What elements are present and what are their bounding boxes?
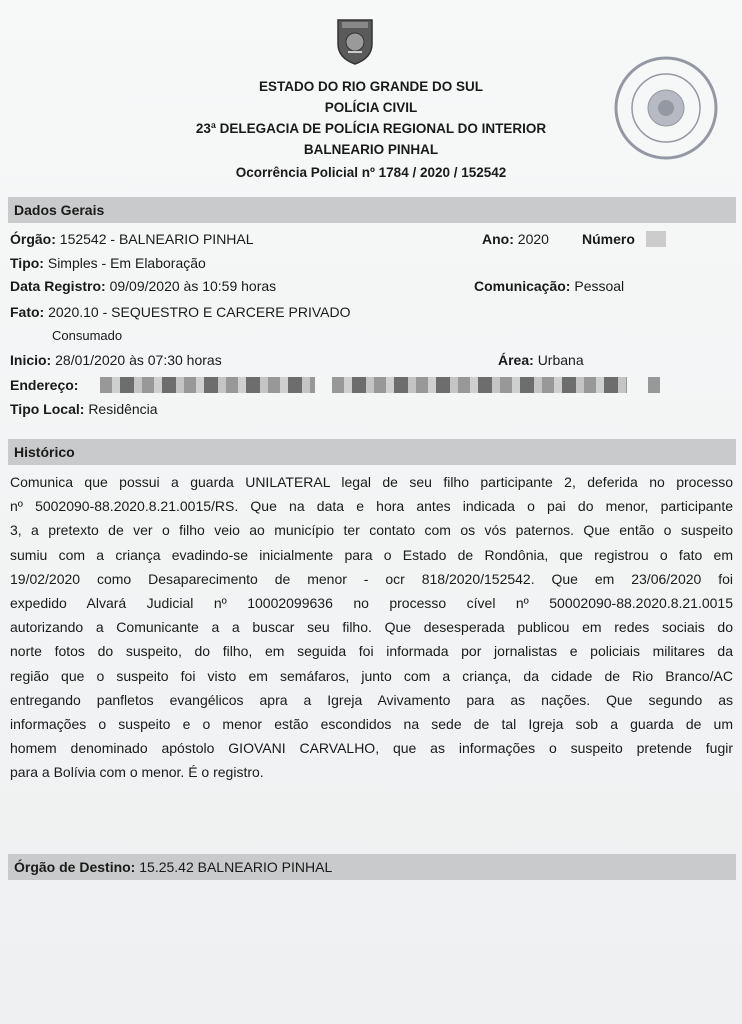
redacted-address-part2 xyxy=(332,377,627,393)
field-endereco xyxy=(10,376,78,394)
historico-line: 3, a pretexto de ver o filho veio ao município ter contato com os vós paternos. Que então o suspeito xyxy=(10,522,733,539)
numero-label: Número xyxy=(582,231,635,247)
field-area xyxy=(498,351,584,369)
fato-label: Fato: xyxy=(10,304,45,320)
tipo-local-value: Residência xyxy=(88,401,158,417)
orgao-label: Órgão: xyxy=(10,231,56,247)
historico-line: homem denominado apóstolo GIOVANI CARVALHO, que as informações o suspeito pretende fugir xyxy=(10,740,733,757)
area-label: Área: xyxy=(498,352,534,368)
field-numero xyxy=(582,230,635,248)
historico-line: entregando panfletos evangélicos apra a Igreja Avivamento para as nações. Que segundo as xyxy=(10,691,733,708)
destino-value: 15.25.42 BALNEARIO PINHAL xyxy=(139,859,333,875)
historico-line: expedido Alvará Judicial nº 10002099636 no processo cível nº 50002090-88.2020.8.21.0015 xyxy=(10,595,733,612)
occurrence-number: Ocorrência Policial nº 1784 / 2020 / 152542 xyxy=(235,165,507,180)
inicio-label: Inicio: xyxy=(10,352,52,368)
historico-line: Comunica que possui a guarda UNILATERAL legal de seu filho participante 2, deferida no processo xyxy=(10,474,733,490)
historico-line: sumiu com a criança evadindo-se inicialmente para o Estado de Rondônia, que registrou o fato em xyxy=(10,546,733,563)
header-city: BALNEARIO PINHAL xyxy=(303,142,439,157)
orgao-value: 152542 - BALNEARIO PINHAL xyxy=(59,231,254,247)
historico-line: 19/02/2020 como Desaparecimento de menor - ocr 818/2020/152542. Que em 23/06/2020 foi xyxy=(10,570,733,587)
redacted-numero xyxy=(646,231,666,247)
data-registro-value: 09/09/2020 às 10:59 horas xyxy=(109,278,277,294)
historico-line: para a Bolívia com o menor. É o registro. xyxy=(10,764,264,781)
police-crest-icon xyxy=(334,16,376,66)
field-comunicacao xyxy=(474,277,624,295)
comunicacao-value: Pessoal xyxy=(574,278,625,294)
historico-line: nº 5002090-88.2020.8.21.0015/RS. Que na data e hora antes indicada o pai do menor, participante xyxy=(10,498,733,515)
destino-label: Órgão de Destino: xyxy=(14,859,136,875)
historico-line: norte fotos do suspeito, do filho, em seguida foi informada por jornalistas e policiais militares da xyxy=(10,643,733,660)
area-value: Urbana xyxy=(537,352,584,368)
ano-label: Ano: xyxy=(482,231,514,247)
section-historico: Histórico xyxy=(8,439,736,465)
field-fato xyxy=(10,303,351,321)
tipo-value: Simples - Em Elaboração xyxy=(47,255,206,271)
tipo-label: Tipo: xyxy=(10,255,44,271)
field-tipo xyxy=(10,254,206,272)
header-state: ESTADO DO RIO GRANDE DO SUL xyxy=(258,79,483,94)
section-dados-gerais: Dados Gerais xyxy=(8,197,736,223)
field-tipo-local xyxy=(10,400,158,418)
data-registro-label: Data Registro: xyxy=(10,278,106,294)
historico-line: autorizando a Comunicante a a buscar seu filho. Que desesperada publicou em redes sociais do xyxy=(10,619,733,636)
field-ano xyxy=(482,230,549,248)
historico-line: informações o suspeito e o menor estão escondidos na sede de tal Igreja sob a guarda de um xyxy=(10,716,733,733)
ano-value: 2020 xyxy=(517,231,549,247)
redacted-address-part1 xyxy=(100,377,315,393)
tipo-local-label: Tipo Local: xyxy=(10,401,85,417)
fato-value: 2020.10 - SEQUESTRO E CARCERE PRIVADO xyxy=(48,304,351,320)
historico-line: região que o suspeito foi visto em semáfaros, junto com a criança, da cidade de Rio Branco/AC xyxy=(10,667,733,684)
historico-text xyxy=(10,470,733,785)
field-inicio xyxy=(10,351,222,369)
document-header xyxy=(0,76,742,160)
fato-status: Consumado xyxy=(52,328,123,343)
comunicacao-label: Comunicação: xyxy=(474,278,571,294)
endereco-label: Endereço: xyxy=(10,377,79,393)
inicio-value: 28/01/2020 às 07:30 horas xyxy=(55,352,222,368)
header-delegacy: 23ª DELEGACIA DE POLÍCIA REGIONAL DO INTERIOR xyxy=(195,121,547,136)
redacted-address-part3 xyxy=(648,377,660,393)
header-agency: POLÍCIA CIVIL xyxy=(324,100,418,115)
field-data-registro xyxy=(10,277,276,295)
section-orgao-destino xyxy=(8,854,736,880)
field-orgao xyxy=(10,230,254,248)
